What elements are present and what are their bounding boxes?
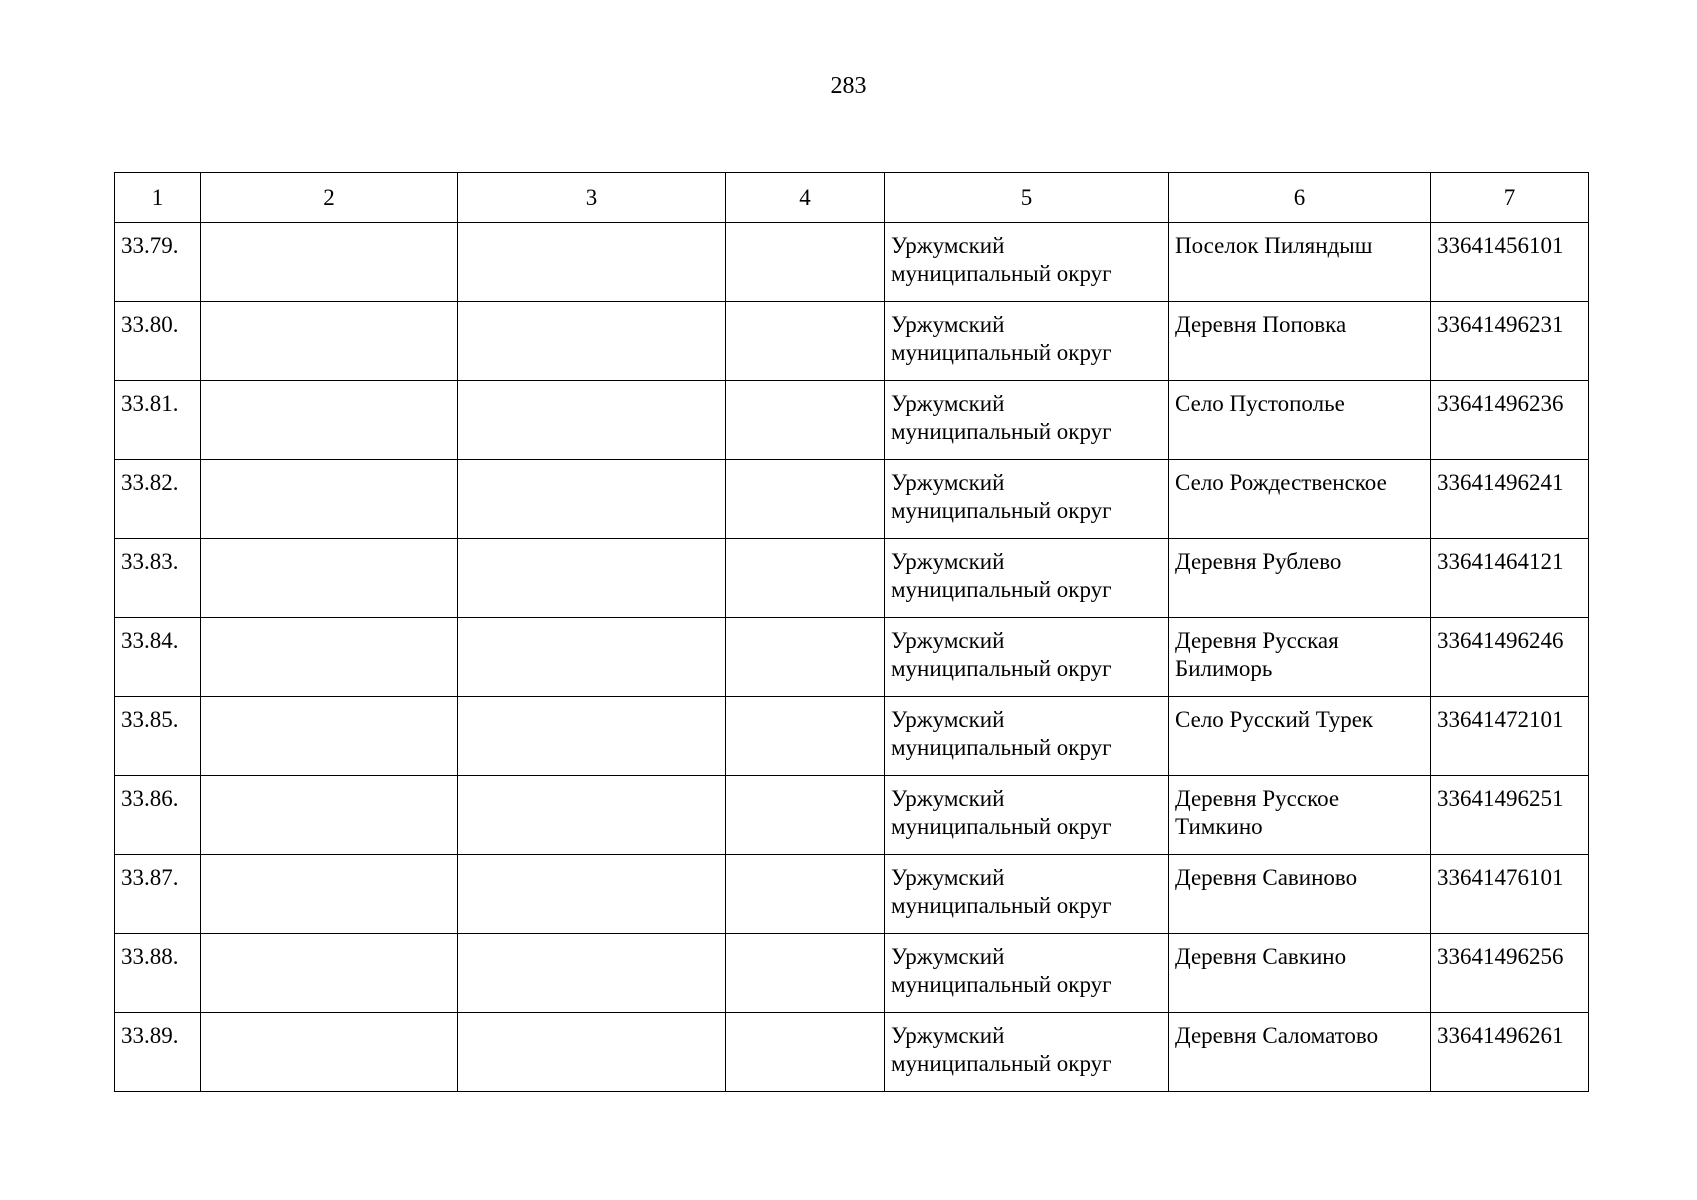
table-row [115, 618, 1589, 697]
row-number-cell: 33.79. [115, 223, 201, 302]
empty-cell [201, 223, 458, 302]
oktmo-code-cell: 33641496246 [1431, 618, 1589, 697]
settlement-cell: Деревня Савкино [1169, 934, 1431, 1013]
oktmo-code-cell: 33641472101 [1431, 697, 1589, 776]
empty-cell [458, 934, 726, 1013]
empty-cell [201, 855, 458, 934]
empty-cell [458, 618, 726, 697]
row-number-cell: 33.88. [115, 934, 201, 1013]
empty-cell [726, 460, 885, 539]
table-row [115, 934, 1589, 1013]
district-cell: Уржумский муниципальный округ [885, 381, 1169, 460]
oktmo-code-cell: 33641496261 [1431, 1013, 1589, 1092]
page-number: 283 [830, 73, 867, 99]
empty-cell [726, 776, 885, 855]
column-header: 2 [201, 173, 458, 223]
district-cell: Уржумский муниципальный округ [885, 934, 1169, 1013]
district-cell: Уржумский муниципальный округ [885, 855, 1169, 934]
empty-cell [458, 223, 726, 302]
oktmo-code-cell: 33641496231 [1431, 302, 1589, 381]
empty-cell [726, 381, 885, 460]
row-number-cell: 33.84. [115, 618, 201, 697]
row-number-cell: 33.82. [115, 460, 201, 539]
column-header: 6 [1169, 173, 1431, 223]
empty-cell [726, 618, 885, 697]
empty-cell [201, 539, 458, 618]
row-number-cell: 33.87. [115, 855, 201, 934]
row-number-cell: 33.83. [115, 539, 201, 618]
empty-cell [458, 1013, 726, 1092]
empty-cell [201, 302, 458, 381]
district-cell: Уржумский муниципальный округ [885, 618, 1169, 697]
column-header: 7 [1431, 173, 1589, 223]
column-header: 4 [726, 173, 885, 223]
oktmo-code-cell: 33641496256 [1431, 934, 1589, 1013]
oktmo-code-cell: 33641464121 [1431, 539, 1589, 618]
empty-cell [201, 776, 458, 855]
empty-cell [458, 460, 726, 539]
empty-cell [201, 934, 458, 1013]
table-row [115, 776, 1589, 855]
empty-cell [201, 381, 458, 460]
district-cell: Уржумский муниципальный округ [885, 697, 1169, 776]
settlement-cell: Деревня Саломатово [1169, 1013, 1431, 1092]
empty-cell [726, 1013, 885, 1092]
table-row [115, 381, 1589, 460]
settlement-cell: Поселок Пиляндыш [1169, 223, 1431, 302]
settlement-cell: Деревня Рублево [1169, 539, 1431, 618]
settlement-cell: Деревня Поповка [1169, 302, 1431, 381]
row-number-cell: 33.89. [115, 1013, 201, 1092]
district-cell: Уржумский муниципальный округ [885, 223, 1169, 302]
empty-cell [201, 618, 458, 697]
district-cell: Уржумский муниципальный округ [885, 1013, 1169, 1092]
table-row [115, 302, 1589, 381]
row-number-cell: 33.85. [115, 697, 201, 776]
table-row [115, 1013, 1589, 1092]
row-number-cell: 33.81. [115, 381, 201, 460]
column-header: 5 [885, 173, 1169, 223]
settlement-cell: Село Пустополье [1169, 381, 1431, 460]
district-cell: Уржумский муниципальный округ [885, 539, 1169, 618]
district-cell: Уржумский муниципальный округ [885, 302, 1169, 381]
settlement-cell: Село Рождественское [1169, 460, 1431, 539]
header-row [115, 173, 1589, 223]
oktmo-code-cell: 33641496251 [1431, 776, 1589, 855]
empty-cell [726, 697, 885, 776]
table-row [115, 223, 1589, 302]
table-row [115, 855, 1589, 934]
settlement-cell: Деревня Савиново [1169, 855, 1431, 934]
empty-cell [458, 697, 726, 776]
oktmo-code-cell: 33641456101 [1431, 223, 1589, 302]
empty-cell [458, 855, 726, 934]
empty-cell [726, 302, 885, 381]
empty-cell [726, 855, 885, 934]
oktmo-code-cell: 33641476101 [1431, 855, 1589, 934]
district-cell: Уржумский муниципальный округ [885, 460, 1169, 539]
settlements-table [114, 172, 1589, 1092]
empty-cell [726, 539, 885, 618]
settlement-cell: Деревня Русское Тимкино [1169, 776, 1431, 855]
column-header: 3 [458, 173, 726, 223]
empty-cell [201, 1013, 458, 1092]
row-number-cell: 33.80. [115, 302, 201, 381]
table-row [115, 539, 1589, 618]
empty-cell [726, 934, 885, 1013]
row-number-cell: 33.86. [115, 776, 201, 855]
column-header: 1 [115, 173, 201, 223]
empty-cell [458, 539, 726, 618]
empty-cell [458, 381, 726, 460]
oktmo-code-cell: 33641496241 [1431, 460, 1589, 539]
table-header [115, 173, 1589, 223]
table-body [115, 223, 1589, 1092]
oktmo-code-cell: 33641496236 [1431, 381, 1589, 460]
settlement-cell: Село Русский Турек [1169, 697, 1431, 776]
settlement-cell: Деревня Русская Билиморь [1169, 618, 1431, 697]
table-row [115, 460, 1589, 539]
empty-cell [726, 223, 885, 302]
empty-cell [458, 776, 726, 855]
table-row [115, 697, 1589, 776]
district-cell: Уржумский муниципальный округ [885, 776, 1169, 855]
empty-cell [458, 302, 726, 381]
empty-cell [201, 697, 458, 776]
empty-cell [201, 460, 458, 539]
